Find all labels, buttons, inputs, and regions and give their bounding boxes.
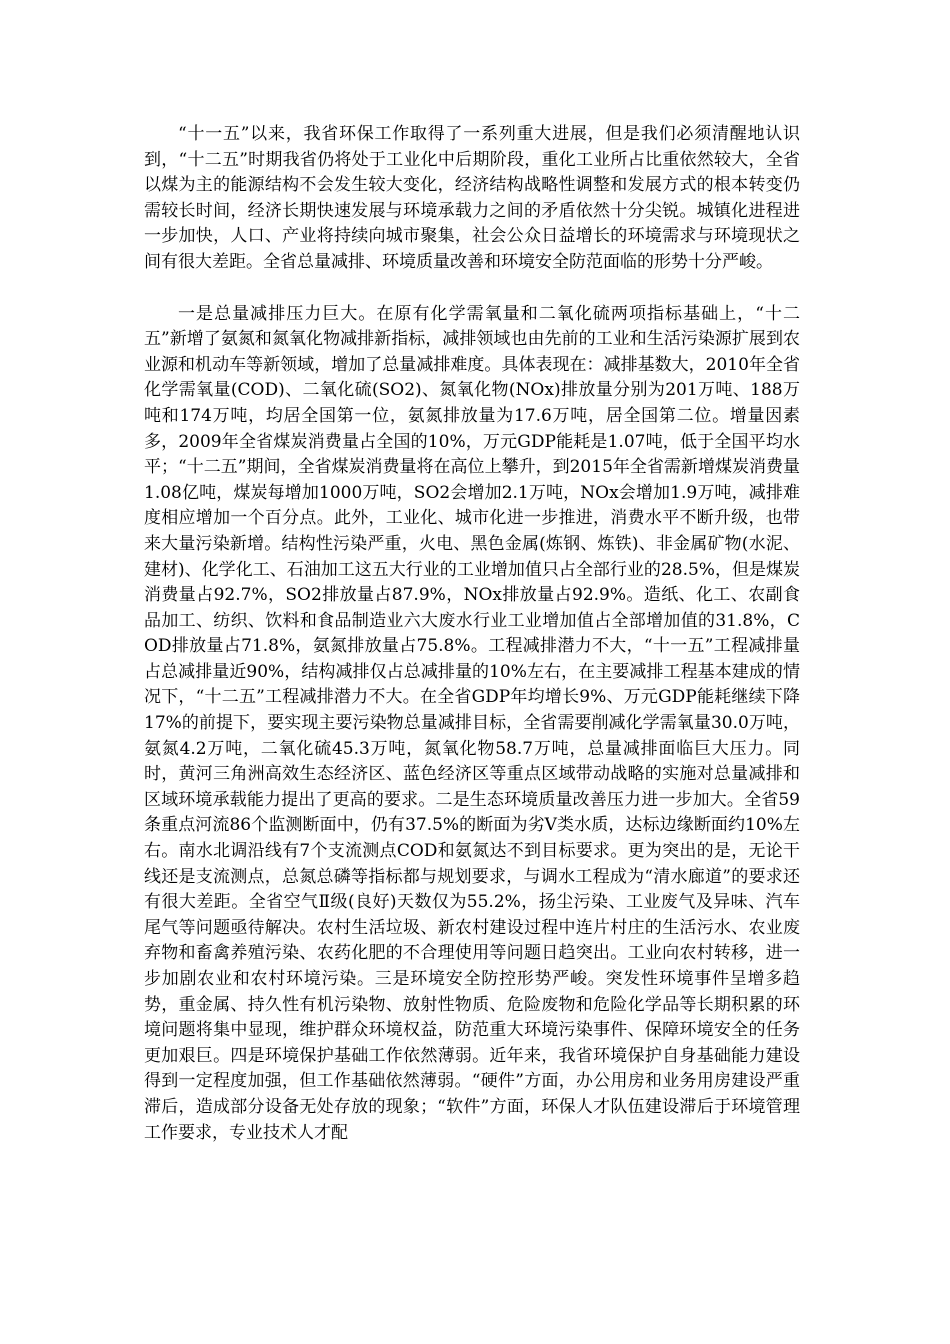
paragraph-challenges: 一是总量减排压力巨大。在原有化学需氧量和二氧化硫两项指标基础上，“十二五”新增了氨氮和氮氧化物减排新指标，减排领域也由先前的工业和生活污染源扩展到农业源和机动车等新领域，增加了总量减排难度。具体表现在：减排基数大，2010年全省化学需氧量(COD)、二氧化硫(SO2)、氮氧化物(NOx)排放量分别为201万吨、188万吨和174万吨，均居全国第一位，氨氮排放量为17.6万吨，居全国第二位。增量因素多，2009年全省煤炭消费量占全国的10%，万元GDP能耗是1.07吨，低于全国平均水平；“十二五”期间，全省煤炭消费量将在高位上攀升，到2015年全省需新增煤炭消费量1.08亿吨，煤炭每增加1000万吨，SO2会增加2.1万吨，NOx会增加1.9万吨，减排难度相应增加一个百分点。此外，工业化、城市化进一步推进，消费水平不断升级，也带来大量污染新增。结构性污染严重，火电、黑色金属(炼钢、炼铁)、非金属矿物(水泥、建材)、化学化工、石油加工这五大行业的工业增加值只占全部行业的28.5%，但是煤炭消费量占92.7%，SO2排放量占87.9%，NOx排放量占92.9%。造纸、化工、农副食品加工、纺织、饮料和食品制造业六大废水行业工业增加值占全部增加值的31.8%，COD排放量占71.8%，氨氮排放量占75.8%。工程减排潜力不大，“十一五”工程减排量占总减排量近90%，结构减排仅占总减排量的10%左右，在主要减排工程基本建成的情况下，“十二五”工程减排潜力不大。在全省GDP年均增长9%、万元GDP能耗继续下降17%的前提下，要实现主要污染物总量减排目标，全省需要削减化学需氧量30.0万吨，氨氮4.2万吨，二氧化硫45.3万吨，氮氧化物58.7万吨，总量减排面临巨大压力。同时，黄河三角洲高效生态经济区、蓝色经济区等重点区域带动战略的实施对总量减排和区域环境承载能力提出了更高的要求。二是生态环境质量改善压力进一步加大。全省59条重点河流86个监测断面中，仍有37.5%的断面为劣Ⅴ类水质，达标边缘断面约10%左右。南水北调沿线有7个支流测点COD和氨氮达不到目标要求。更为突出的是，无论干线还是支流测点，总氮总磷等指标都与规划要求，与调水工程成为“清水廊道”的要求还有很大差距。全省空气Ⅱ级(良好)天数仅为55.2%，扬尘污染、工业废气及异味、汽车尾气等问题亟待解决。农村生活垃圾、新农村建设过程中连片村庄的生活污水、农业废弃物和畜禽养殖污染、农药化肥的不合理使用等问题日趋突出。工业向农村转移，进一步加剧农业和农村环境污染。三是环境安全防控形势严峻。突发性环境事件呈增多趋势，重金属、持久性有机污染物、放射性物质、危险废物和危险化学品等长期积累的环境问题将集中显现，维护群众环境权益，防范重大环境污染事件、保障环境安全的任务更加艰巨。四是环境保护基础工作依然薄弱。近年来，我省环境保护自身基础能力建设得到一定程度加强，但工作基础依然薄弱。“硬件”方面，办公用房和业务用房建设严重滞后，造成部分设备无处存放的现象；“软件”方面，环保人才队伍建设滞后于环境管理工作要求，专业技术人才配 (144, 303, 800, 1143)
paragraph-situation-overview: “十一五”以来，我省环保工作取得了一系列重大进展，但是我们必须清醒地认识到，“十二五”时期我省仍将处于工业化中后期阶段，重化工业所占比重依然较大，全省以煤为主的能源结构不会发生较大变化，经济结构战略性调整和发展方式的根本转变仍需较长时间，经济长期快速发展与环境承载力之间的矛盾依然十分尖锐。城镇化进程进一步加快，人口、产业将持续向城市聚集，社会公众日益增长的环境需求与环境现状之间有很大差距。全省总量减排、环境质量改善和环境安全防范面临的形势十分严峻。 (144, 124, 800, 272)
paragraph-gap (144, 276, 800, 302)
document-page (144, 122, 800, 1146)
